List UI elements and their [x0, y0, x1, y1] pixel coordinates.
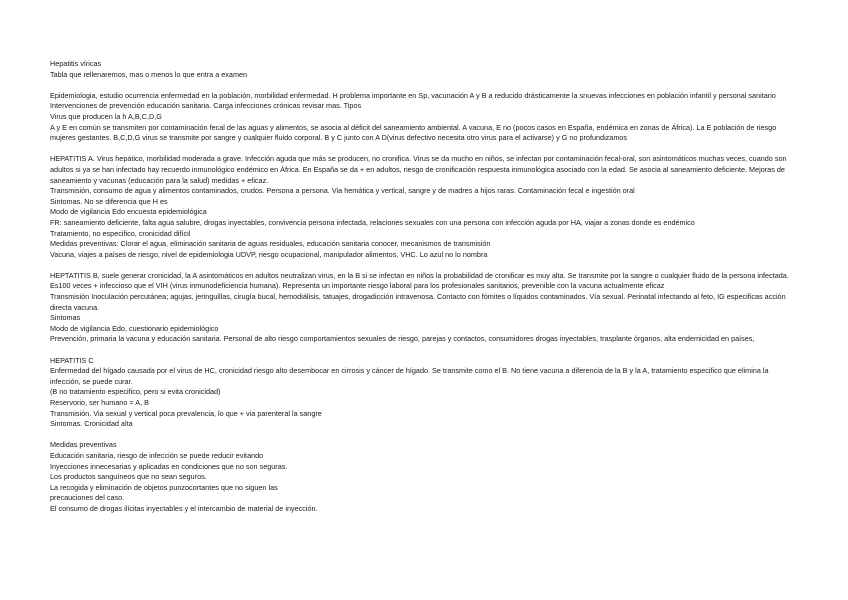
paragraph-hepatitis-a-vigilancia: Modo de vigilancia Edo encuesta epidemiológica — [50, 207, 207, 217]
paragraph-hepatitis-a-medidas: Medidas preventivas: Clorar el agua, eliminación sanitaria de aguas residuales, educación sanitaria conocer, mecanismos de transmisión — [50, 239, 491, 249]
paragraph-medidas-5: precauciones del caso. — [50, 493, 125, 503]
paragraph-hepatitis-c-reservorio: Reservorio, ser humano = A, B — [50, 398, 149, 407]
paragraph-hepatitis-a: HEPATITIS A. Virus hepático, morbilidad moderada a grave. Infección aguda que más se producen, no cronifica. Virus se da mucho en niños, se infectan por contaminación fecal-oral, son asintomáticos muchas veces, cuando son adultos si ya se han infectado hay recuerdo inmunológico endémico en África. En España se da + en adultos, riesgo de cronificación respuesta inmunológica asociado con la edad. Se asocia al saneamiento deficiente. Mejoras de saneamiento y vacunas (educación para la salud) medidas + eficaz. — [50, 154, 787, 185]
paragraph-hepatitis-c: Enfermedad del hígado causada por el virus de HC, cronicidad riesgo alto desembocar en cirrosis y cáncer de hígado. Se transmite como el B. No tiene vacuna a diferencia de la B y la A, tratamiento especifico que elimina la infección, se puede curar. — [50, 366, 769, 386]
paragraph-hepatitis-b: HEPTATITIS B, suele generar cronicidad, la A asintomáticos en adultos neutralizan virus, en la B si se infectan en niños la probabilidad de cronificar es muy alta. Se transmite por la sangre o cualquier fluido de la persona infectada. Es100 veces + infeccioso que el VIH (virus inmunodeficiencia humana). Representa un importante riesgo laboral para los profesionales sanitarios, prevenible con la vacuna actualmente eficaz — [50, 270, 789, 291]
paragraph-hepatitis-c-heading: HEPATITIS C — [50, 355, 94, 365]
paragraph-gap — [50, 144, 792, 155]
paragraph-hepatitis-a-transmision: Transmisión, consumo de agua y alimentos contaminados, crudos. Persona a persona. Via hemática y vertical, sangre y de madres a hijos raras. Contaminación fecal e ingestión oral — [50, 186, 635, 196]
paragraph-hepatitis-c-sintomas: Sintomas. Cronicidad alta — [50, 419, 133, 429]
doc-title: Hepatitis víricas — [50, 59, 102, 68]
paragraph-medidas-2: Inyecciones innecesarias y aplicadas en condiciones que no son seguras. — [50, 461, 288, 471]
paragraph-medidas-heading: Medidas preventivas — [50, 440, 117, 450]
paragraph-gap — [50, 260, 792, 271]
paragraph-hepatitis-a-sintomas: Sintomas. No se diferencia que H es — [50, 196, 168, 206]
paragraph-hepatitis-b-vigilancia: Modo de vigilancia Edo, cuestionario epidemiológico — [50, 323, 219, 333]
paragraph-medidas-1: Educación sanitaria, riesgo de infección se puede reducir evitando — [50, 450, 264, 460]
paragraph-gap — [50, 345, 792, 356]
paragraph-gap — [50, 430, 792, 441]
paragraph-transmision-general: A y E en común se transmiten por contaminación fecal de las aguas y alimentos, se asocia al déficit del saneamiento ambiental. A vacuna, E no (pocos casos en España, endémica en zonas de África). La E población de riesgo mujeres gestantes. B,C,D,G virus se transmite por sangre y cualquier fluido corporal. B y C junto con A D(virus defectivo necesita otro virus para el activarse) y G no profundizamos — [50, 122, 777, 143]
paragraph-hepatitis-a-fr: FR: saneamiento deficiente, falta agua salubre, drogas inyectables, convivencia persona infectada, relaciones sexuales con una persona con infección aguda por HA, viajar a zonas donde es endémico — [50, 217, 695, 227]
paragraph-hepatitis-a-tratamiento: Tratamiento, no especifico, cronicidad difícil — [50, 228, 191, 238]
paragraph-gap — [50, 80, 792, 91]
paragraph-intervenciones: Intervenciones de prevención educación sanitaria. Carga infecciones crónicas revisar mas. Tipos — [50, 101, 362, 111]
paragraph-hepatitis-b-prevencion: Prevención, primaria la vacuna y educación sanitaria. Personal de alto riesgo comportamientos sexuales de riesgo, parejas y contactos, consumidores drogas inyectables, trasplante órganos, alta endemicidad en países, — [50, 334, 755, 344]
paragraph-epidemiologia: Epidemiologia, estudio ocurrencia enfermedad en la población, morbilidad enfermedad. H problema importante en Sp, vacunación A y B a reducido drásticamente la snuevas infecciones en población infantil y personal sanitario — [50, 90, 776, 100]
paragraph-hepatitis-b-sintomas: Sintomas — [50, 313, 81, 323]
paragraph-medidas-4: La recogida y eliminación de objetos punzocortantes que no siguen las — [50, 482, 278, 492]
paragraph-medidas-6: El consumo de drogas ilícitas inyectables y el intercambio de material de inyección. — [50, 503, 318, 513]
paragraph-medidas-3: Los productos sanguíneos que no sean seguros. — [50, 472, 207, 482]
paragraph-virus-list: Virus que producen la h A,B,C,D,G — [50, 111, 162, 121]
paragraph-hepatitis-c-note: (B no tratamiento especifico, pero si evita cronicidad) — [50, 387, 221, 397]
document-page — [50, 59, 792, 515]
paragraph-hepatitis-b-transmision: Transmisión Inoculación percutánea; agujas, jeringuillas, cirugía bucal, hemodiálisis, tatuajes, drogadicción intravenosa. Contacto con fómites o líquidos contaminados. Vía sexual. Perinatal infectando al feto, IG especificas acción directa vacuna. — [50, 292, 786, 312]
paragraph-hepatitis-c-transmision: Transmisión. Via sexual y vertical poca prevalencia, lo que + via parenteral la sangre — [50, 408, 322, 418]
doc-subtitle: Tabla que rellenaremos, mas o menos lo que entra a examen — [50, 69, 248, 79]
paragraph-hepatitis-a-vacuna: Vacuna, viajes a países de riesgo, nivel de epidemiologia UDVP, riesgo ocupacional, manipulador alimentos, VHC. Lo azul no lo nombra — [50, 249, 488, 259]
